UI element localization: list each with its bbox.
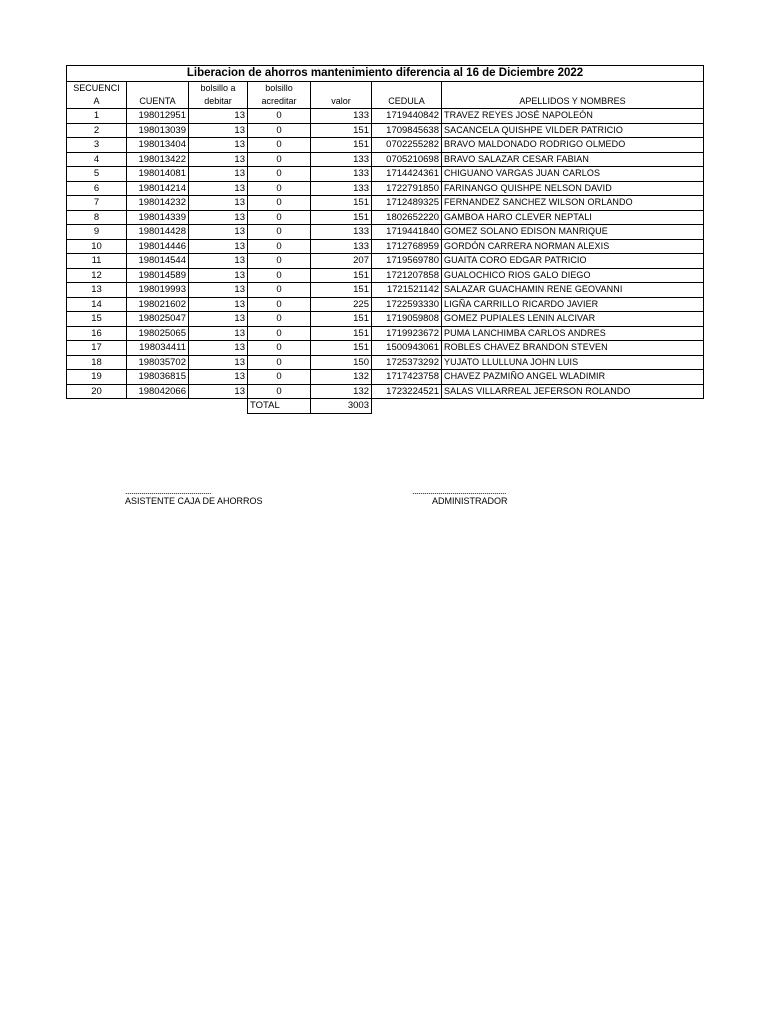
cell-valor: 151 — [311, 268, 372, 283]
cell-valor: 207 — [311, 254, 372, 269]
cell-secuencia: 15 — [67, 312, 127, 327]
cell-bolsillo-acreditar: 0 — [248, 370, 311, 385]
cell-valor: 133 — [311, 181, 372, 196]
cell-nombre: GUALOCHICO RIOS GALO DIEGO — [442, 268, 704, 283]
cell-cuenta: 198025047 — [127, 312, 189, 327]
cell-cedula: 1719059808 — [372, 312, 442, 327]
cell-cuenta: 198013404 — [127, 138, 189, 153]
cell-cedula: 1709845638 — [372, 123, 442, 138]
cell-nombre: GOMEZ SOLANO EDISON MANRIQUE — [442, 225, 704, 240]
cell-cedula: 1725373292 — [372, 355, 442, 370]
cell-cuenta: 198014544 — [127, 254, 189, 269]
cell-secuencia: 2 — [67, 123, 127, 138]
cell-bolsillo-acreditar: 0 — [248, 283, 311, 298]
cell-cedula: 1723224521 — [372, 384, 442, 399]
table-row — [67, 268, 704, 283]
table-body — [67, 109, 704, 399]
cell-secuencia: 6 — [67, 181, 127, 196]
total-value: 3003 — [311, 399, 372, 414]
cell-cedula: 0705210698 — [372, 152, 442, 167]
cell-cedula: 1712489325 — [372, 196, 442, 211]
table-row — [67, 312, 704, 327]
cell-nombre: FERNANDEZ SANCHEZ WILSON ORLANDO — [442, 196, 704, 211]
cell-cuenta: 198042066 — [127, 384, 189, 399]
table-row — [67, 138, 704, 153]
cell-bolsillo-debitar: 13 — [189, 123, 248, 138]
cell-bolsillo-debitar: 13 — [189, 341, 248, 356]
header-bolsillo-acreditar: bolsillo acreditar — [248, 82, 311, 109]
cell-cedula: 0702255282 — [372, 138, 442, 153]
cell-cuenta: 198035702 — [127, 355, 189, 370]
cell-bolsillo-debitar: 13 — [189, 268, 248, 283]
cell-bolsillo-acreditar: 0 — [248, 109, 311, 124]
cell-bolsillo-acreditar: 0 — [248, 239, 311, 254]
cell-secuencia: 12 — [67, 268, 127, 283]
cell-secuencia: 20 — [67, 384, 127, 399]
cell-nombre: GAMBOA HARO CLEVER NEPTALI — [442, 210, 704, 225]
table-row — [67, 210, 704, 225]
cell-secuencia: 16 — [67, 326, 127, 341]
cell-valor: 132 — [311, 384, 372, 399]
cell-bolsillo-debitar: 13 — [189, 297, 248, 312]
cell-valor: 151 — [311, 138, 372, 153]
table-row — [67, 370, 704, 385]
cell-nombre: TRAVEZ REYES JOSÉ NAPOLEÓN — [442, 109, 704, 124]
table-row — [67, 196, 704, 211]
cell-secuencia: 8 — [67, 210, 127, 225]
cell-cuenta: 198014081 — [127, 167, 189, 182]
cell-bolsillo-acreditar: 0 — [248, 326, 311, 341]
cell-secuencia: 18 — [67, 355, 127, 370]
cell-secuencia: 10 — [67, 239, 127, 254]
cell-bolsillo-acreditar: 0 — [248, 312, 311, 327]
cell-secuencia: 1 — [67, 109, 127, 124]
savings-table — [66, 65, 704, 414]
cell-bolsillo-acreditar: 0 — [248, 297, 311, 312]
cell-cedula: 1719923672 — [372, 326, 442, 341]
cell-secuencia: 5 — [67, 167, 127, 182]
table-row — [67, 152, 704, 167]
cell-bolsillo-acreditar: 0 — [248, 196, 311, 211]
cell-cedula: 1721207858 — [372, 268, 442, 283]
header-row — [67, 82, 704, 109]
table-row — [67, 225, 704, 240]
signature-asistente — [125, 488, 275, 506]
cell-secuencia: 13 — [67, 283, 127, 298]
cell-valor: 133 — [311, 152, 372, 167]
cell-valor: 151 — [311, 123, 372, 138]
cell-bolsillo-debitar: 13 — [189, 167, 248, 182]
table-row — [67, 123, 704, 138]
cell-bolsillo-acreditar: 0 — [248, 384, 311, 399]
cell-bolsillo-debitar: 13 — [189, 109, 248, 124]
table-row — [67, 326, 704, 341]
header-nombres: APELLIDOS Y NOMBRES — [442, 82, 704, 109]
table-title: Liberacion de ahorros mantenimiento diferencia al 16 de Diciembre 2022 — [67, 66, 704, 82]
cell-secuencia: 3 — [67, 138, 127, 153]
cell-cuenta: 198014339 — [127, 210, 189, 225]
cell-valor: 132 — [311, 370, 372, 385]
cell-valor: 133 — [311, 167, 372, 182]
table-row — [67, 297, 704, 312]
table-row — [67, 384, 704, 399]
cell-secuencia: 19 — [67, 370, 127, 385]
cell-cuenta: 198025065 — [127, 326, 189, 341]
cell-bolsillo-debitar: 13 — [189, 210, 248, 225]
cell-valor: 225 — [311, 297, 372, 312]
signature-dots-left: ........................................... — [125, 488, 212, 496]
cell-nombre: GOMEZ PUPIALES LENIN ALCIVAR — [442, 312, 704, 327]
cell-nombre: YUJATO LLULLUNA JOHN LUIS — [442, 355, 704, 370]
cell-cedula: 1717423758 — [372, 370, 442, 385]
cell-bolsillo-acreditar: 0 — [248, 355, 311, 370]
cell-bolsillo-debitar: 13 — [189, 326, 248, 341]
cell-cedula: 1719569780 — [372, 254, 442, 269]
cell-bolsillo-debitar: 13 — [189, 239, 248, 254]
table-row — [67, 341, 704, 356]
cell-nombre: PUMA LANCHIMBA CARLOS ANDRES — [442, 326, 704, 341]
total-label: TOTAL — [248, 399, 311, 414]
cell-cedula: 1719440842 — [372, 109, 442, 124]
signature-label-administrador: ADMINISTRADOR — [432, 496, 508, 506]
cell-bolsillo-debitar: 13 — [189, 384, 248, 399]
table-row — [67, 239, 704, 254]
cell-cedula: 1802652220 — [372, 210, 442, 225]
cell-valor: 150 — [311, 355, 372, 370]
cell-secuencia: 4 — [67, 152, 127, 167]
cell-cuenta: 198019993 — [127, 283, 189, 298]
cell-nombre: SACANCELA QUISHPE VILDER PATRICIO — [442, 123, 704, 138]
cell-bolsillo-acreditar: 0 — [248, 167, 311, 182]
table-row — [67, 283, 704, 298]
cell-nombre: BRAVO SALAZAR CESAR FABIAN — [442, 152, 704, 167]
cell-nombre: GORDÓN CARRERA NORMAN ALEXIS — [442, 239, 704, 254]
cell-bolsillo-debitar: 13 — [189, 283, 248, 298]
cell-cuenta: 198014232 — [127, 196, 189, 211]
total-row — [67, 399, 704, 414]
cell-bolsillo-acreditar: 0 — [248, 210, 311, 225]
cell-cuenta: 198013422 — [127, 152, 189, 167]
cell-nombre: FARINANGO QUISHPE NELSON DAVID — [442, 181, 704, 196]
cell-valor: 151 — [311, 210, 372, 225]
cell-cuenta: 198013039 — [127, 123, 189, 138]
table-row — [67, 254, 704, 269]
cell-bolsillo-acreditar: 0 — [248, 254, 311, 269]
signature-label-asistente: ASISTENTE CAJA DE AHORROS — [125, 496, 263, 506]
cell-bolsillo-debitar: 13 — [189, 312, 248, 327]
cell-bolsillo-debitar: 13 — [189, 181, 248, 196]
cell-cuenta: 198012951 — [127, 109, 189, 124]
signature-dots-right: ............................................... — [412, 488, 507, 496]
cell-secuencia: 14 — [67, 297, 127, 312]
table-row — [67, 181, 704, 196]
cell-cedula: 1714424361 — [372, 167, 442, 182]
cell-cedula: 1722593330 — [372, 297, 442, 312]
table-row — [67, 109, 704, 124]
cell-cuenta: 198014428 — [127, 225, 189, 240]
cell-valor: 151 — [311, 196, 372, 211]
cell-bolsillo-debitar: 13 — [189, 138, 248, 153]
cell-nombre: SALAZAR GUACHAMIN RENE GEOVANNI — [442, 283, 704, 298]
liberation-sheet — [66, 65, 703, 414]
cell-bolsillo-debitar: 13 — [189, 254, 248, 269]
header-secuencia: SECUENCI A — [67, 82, 127, 109]
cell-bolsillo-acreditar: 0 — [248, 152, 311, 167]
cell-bolsillo-debitar: 13 — [189, 370, 248, 385]
cell-cuenta: 198014446 — [127, 239, 189, 254]
table-row — [67, 355, 704, 370]
header-bolsillo-debitar: bolsillo a debitar — [189, 82, 248, 109]
cell-valor: 151 — [311, 283, 372, 298]
cell-nombre: CHAVEZ PAZMIÑO ANGEL WLADIMIR — [442, 370, 704, 385]
cell-nombre: CHIGUANO VARGAS JUAN CARLOS — [442, 167, 704, 182]
cell-nombre: BRAVO MALDONADO RODRIGO OLMEDO — [442, 138, 704, 153]
cell-nombre: GUAITA CORO EDGAR PATRICIO — [442, 254, 704, 269]
header-cuenta: CUENTA — [127, 82, 189, 109]
cell-cedula: 1721521142 — [372, 283, 442, 298]
cell-secuencia: 7 — [67, 196, 127, 211]
cell-valor: 151 — [311, 341, 372, 356]
cell-valor: 133 — [311, 225, 372, 240]
cell-secuencia: 9 — [67, 225, 127, 240]
cell-nombre: LIGÑA CARRILLO RICARDO JAVIER — [442, 297, 704, 312]
cell-secuencia: 17 — [67, 341, 127, 356]
signature-administrador — [412, 488, 532, 506]
cell-bolsillo-acreditar: 0 — [248, 181, 311, 196]
cell-cuenta: 198014589 — [127, 268, 189, 283]
cell-cuenta: 198036815 — [127, 370, 189, 385]
header-valor: valor — [311, 82, 372, 109]
cell-cuenta: 198021602 — [127, 297, 189, 312]
cell-cuenta: 198014214 — [127, 181, 189, 196]
cell-valor: 151 — [311, 326, 372, 341]
cell-bolsillo-acreditar: 0 — [248, 341, 311, 356]
cell-bolsillo-debitar: 13 — [189, 152, 248, 167]
cell-cuenta: 198034411 — [127, 341, 189, 356]
cell-bolsillo-debitar: 13 — [189, 355, 248, 370]
table-row — [67, 167, 704, 182]
cell-valor: 133 — [311, 239, 372, 254]
cell-secuencia: 11 — [67, 254, 127, 269]
cell-valor: 151 — [311, 312, 372, 327]
cell-nombre: SALAS VILLARREAL JEFERSON ROLANDO — [442, 384, 704, 399]
cell-bolsillo-acreditar: 0 — [248, 268, 311, 283]
cell-bolsillo-debitar: 13 — [189, 225, 248, 240]
cell-bolsillo-acreditar: 0 — [248, 123, 311, 138]
cell-cedula: 1719441840 — [372, 225, 442, 240]
cell-bolsillo-acreditar: 0 — [248, 138, 311, 153]
cell-valor: 133 — [311, 109, 372, 124]
cell-cedula: 1712768959 — [372, 239, 442, 254]
cell-cedula: 1722791850 — [372, 181, 442, 196]
cell-nombre: ROBLES CHAVEZ BRANDON STEVEN — [442, 341, 704, 356]
cell-bolsillo-acreditar: 0 — [248, 225, 311, 240]
header-cedula: CEDULA — [372, 82, 442, 109]
cell-cedula: 1500943061 — [372, 341, 442, 356]
cell-bolsillo-debitar: 13 — [189, 196, 248, 211]
